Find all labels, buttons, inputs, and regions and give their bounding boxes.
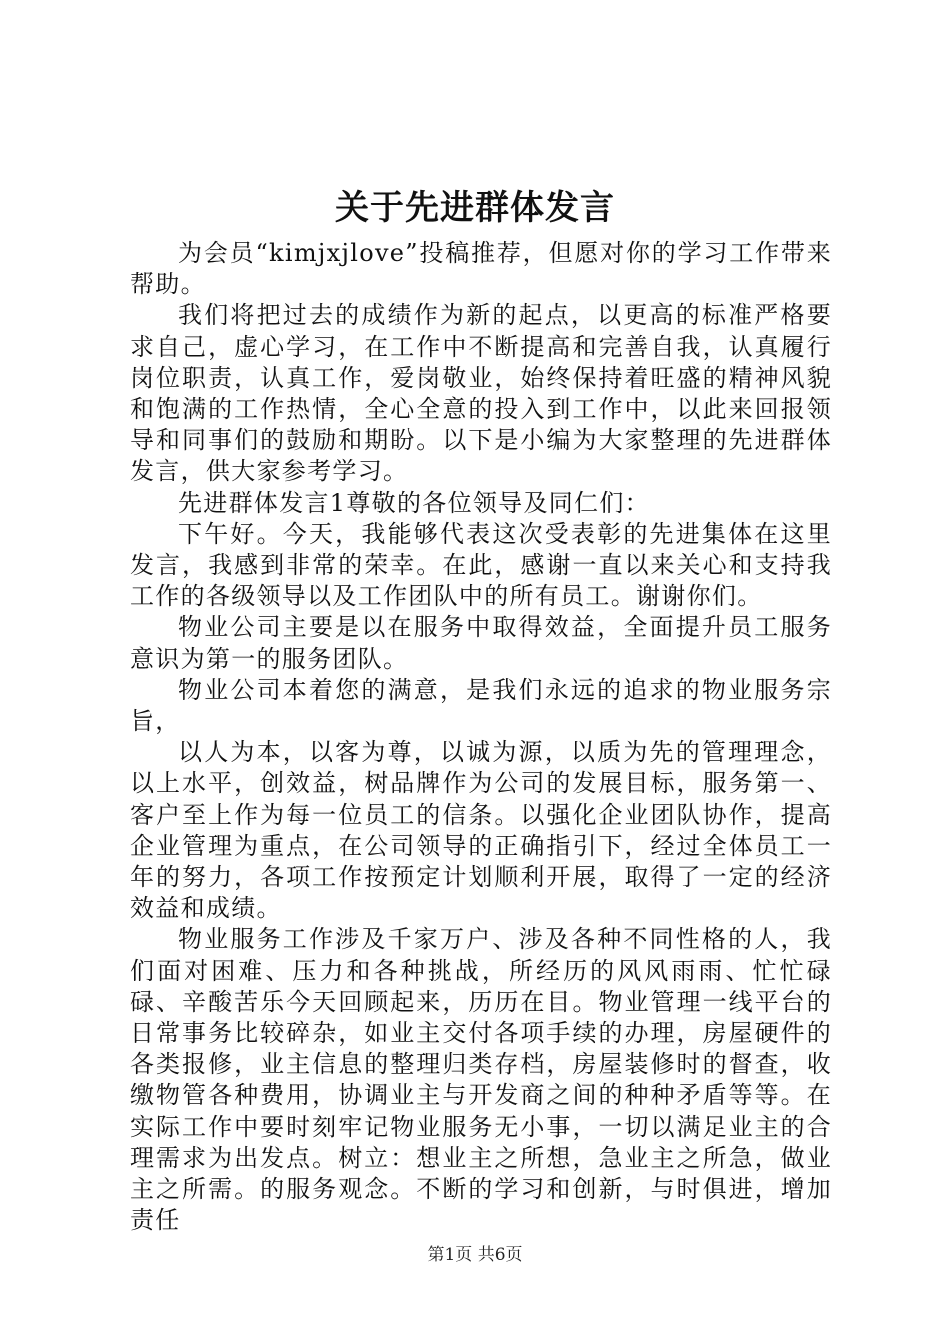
paragraph-service-work: 物业服务工作涉及千家万户、涉及各种不同性格的人，我们面对困难、压力和各种挑战，所经历的风风雨雨、忙忙碌碌、辛酸苦乐今天回顾起来，历历在目。物业管理一线平台的日常事务比较碎杂，如业主交付各项手续的办理，房屋硬件的各类报修，业主信息的整理归类存档，房屋装修时的督查，收缴物管各种费用，协调业主与开发商之间的种种矛盾等等。在实际工作中要时刻牢记物业服务无小事，一切以满足业主的合理需求为出发点。树立：想业主之所想，急业主之所急，做业主之所需。的服务观念。不断的学习和创新，与时俱进，增加责任 [130,925,832,1235]
paragraph-intro: 为会员“kimjxjlove”投稿推荐，但愿对你的学习工作带来帮助。 [130,239,832,299]
paragraph-salutation: 先进群体发言1尊敬的各位领导及同仁们： [178,488,650,517]
paragraph-company-role: 物业公司主要是以在服务中取得效益，全面提升员工服务意识为第一的服务团队。 [130,613,832,673]
document-title: 关于先进群体发言 [335,188,615,228]
page-footer: 第1页 共6页 [427,1245,523,1265]
paragraph-management-philosophy: 以人为本，以客为尊，以诚为源，以质为先的管理理念，以上水平，创效益，树品牌作为公司的发展目标，服务第一、客户至上作为每一位员工的信条。以强化企业团队协作，提高企业管理为重点，在公司领导的正确指引下，经过全体员工一年的努力，各项工作按预定计划顺利开展，取得了一定的经济效益和成绩。 [130,738,832,923]
paragraph-greeting: 下午好。今天，我能够代表这次受表彰的先进集体在这里发言，我感到非常的荣幸。在此，感谢一直以来关心和支持我工作的各级领导以及工作团队中的所有员工。谢谢你们。 [130,519,832,611]
document-body [130,238,832,1237]
paragraph-service-tenet: 物业公司本着您的满意，是我们永远的追求的物业服务宗旨， [130,675,832,736]
paragraph-summary: 我们将把过去的成绩作为新的起点，以更高的标准严格要求自己，虚心学习，在工作中不断提高和完善自我，认真履行岗位职责，认真工作，爱岗敬业，始终保持着旺盛的精神风貌和饱满的工作热情，全心全意的投入到工作中，以此来回报领导和同事们的鼓励和期盼。以下是小编为大家整理的先进群体发言，供大家参考学习。 [130,301,832,486]
